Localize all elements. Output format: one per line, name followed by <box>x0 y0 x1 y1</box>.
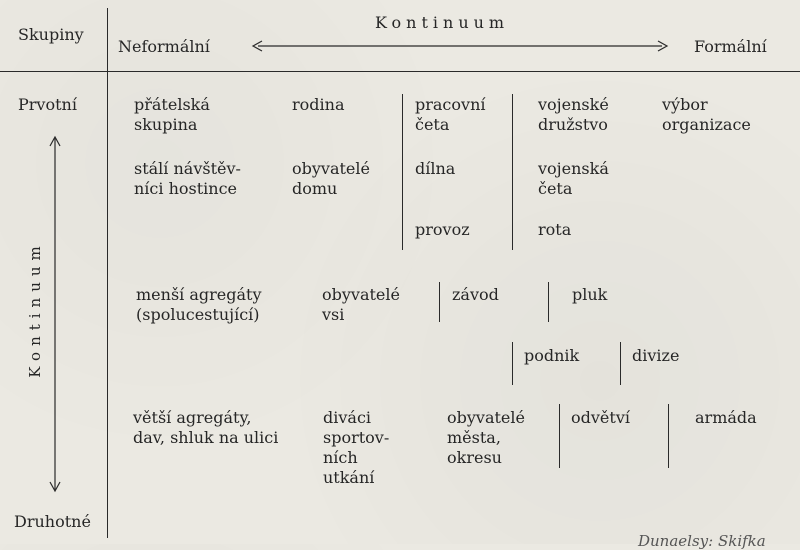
cell-zavod: závod <box>452 285 499 304</box>
vertical-continuum-arrow <box>47 134 63 494</box>
groups-label: Skupiny <box>18 25 84 44</box>
cell-obyvatele-mesta: obyvatelé města, okresu <box>447 408 525 467</box>
divider-mid-1 <box>439 282 440 322</box>
top-continuum-title: Kontinuum <box>375 13 510 32</box>
cell-vybor-organizace: výbor organizace <box>662 95 751 134</box>
cell-stali-navstevnici: stálí návštěv- níci hostince <box>134 159 241 198</box>
divider-low-2 <box>620 342 621 385</box>
cell-pratelska-skupina: přátelská skupina <box>134 95 210 134</box>
informal-label: Neformální <box>118 37 210 56</box>
cell-pracovni-ceta: pracovní četa <box>415 95 486 134</box>
cell-obyvatele-domu: obyvatelé domu <box>292 159 370 198</box>
cell-mensi-agregaty: menší agregáty (spolucestující) <box>136 285 262 324</box>
formal-label: Formální <box>694 37 767 56</box>
primary-label: Prvotní <box>18 95 77 114</box>
divider-top-2 <box>512 94 513 250</box>
secondary-label: Druhotné <box>14 512 91 531</box>
cell-rodina: rodina <box>292 95 345 114</box>
cell-divize: divize <box>632 346 680 365</box>
cell-armada: armáda <box>695 408 757 427</box>
horizontal-continuum-arrow <box>250 38 670 54</box>
header-divider <box>0 71 800 72</box>
divider-bottom-1 <box>559 404 560 468</box>
cell-obyvatele-vsi: obyvatelé vsi <box>322 285 400 324</box>
divider-mid-2 <box>548 282 549 322</box>
cell-vetsi-agregaty: větší agregáty, dav, shluk na ulici <box>133 408 279 447</box>
main-vertical-divider <box>107 8 108 538</box>
cell-pluk: pluk <box>572 285 608 304</box>
cell-odvetvi: odvětví <box>571 408 630 427</box>
divider-bottom-2 <box>668 404 669 468</box>
cell-dilna: dílna <box>415 159 456 178</box>
side-continuum-title: Kontinuum <box>26 240 44 378</box>
divider-top-1 <box>402 94 403 250</box>
cell-vojenska-ceta: vojenská četa <box>538 159 609 198</box>
divider-low-1 <box>512 342 513 385</box>
source-caption: Dunaelsy: Skifka <box>638 532 766 550</box>
cell-vojenske-druzstvo: vojenské družstvo <box>538 95 609 134</box>
cell-divaci: diváci sportov- ních utkání <box>323 408 390 487</box>
cell-rota: rota <box>538 220 572 239</box>
cell-podnik: podnik <box>524 346 580 365</box>
cell-provoz: provoz <box>415 220 470 239</box>
